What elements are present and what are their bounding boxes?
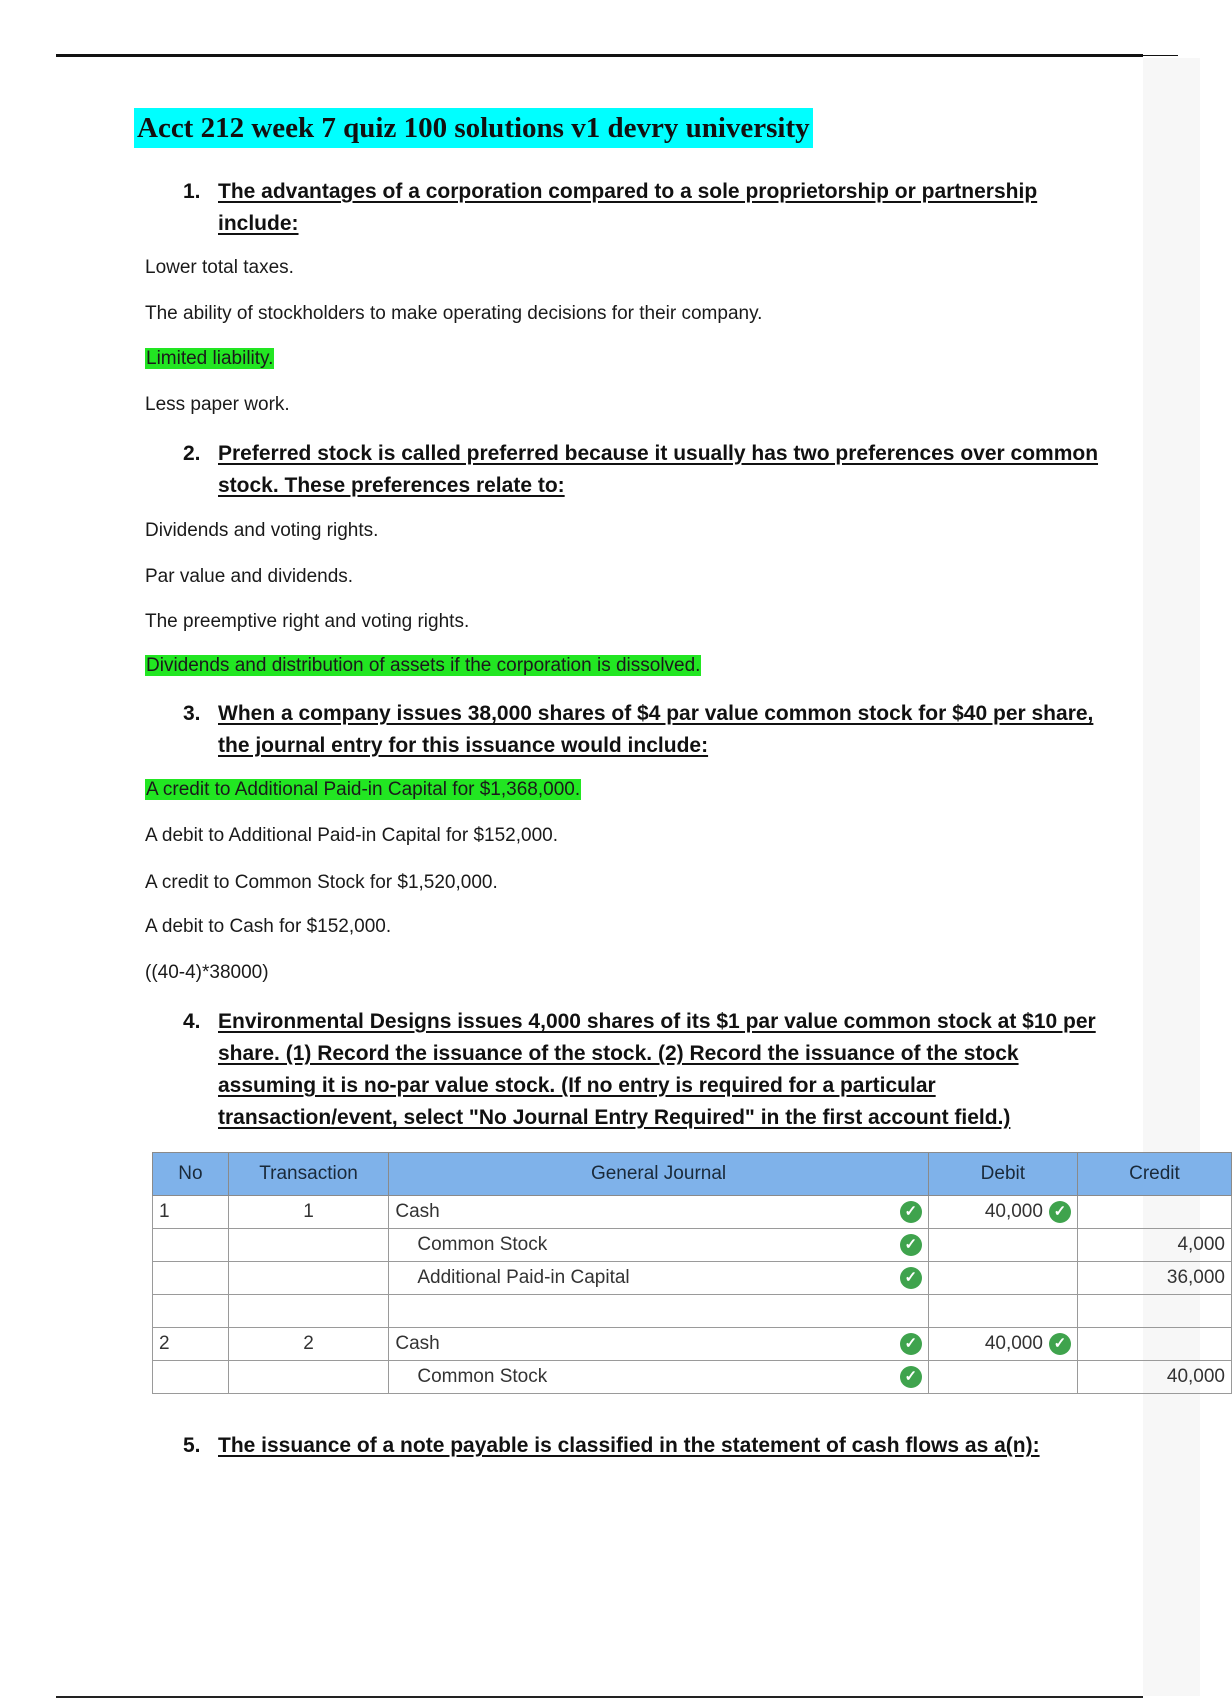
check-circle-icon: ✓ <box>1049 1333 1071 1355</box>
account-name: Cash <box>395 1333 440 1354</box>
debit-value: 40,000 <box>984 1333 1043 1354</box>
cell-account <box>389 1196 928 1229</box>
header-no: No <box>153 1153 229 1196</box>
check-circle-icon: ✓ <box>1049 1201 1071 1223</box>
table-row <box>153 1229 1232 1262</box>
question-number: 4. <box>183 1010 201 1033</box>
cell-transaction: 1 <box>228 1196 389 1229</box>
header-credit: Credit <box>1077 1153 1231 1196</box>
header-transaction: Transaction <box>228 1153 389 1196</box>
question-text: Environmental Designs issues 4,000 shares of its $1 par value common stock at $10 per share. (1) Record the issuance of the stock. (2) Record the issuance of the stock assuming it is no-par value stock. (If no entry is required for a particular transaction/event, select "No Journal Entry Required" in the first account field.) <box>218 1010 1096 1129</box>
check-circle-icon: ✓ <box>900 1201 922 1223</box>
journal-header-row <box>153 1153 1232 1196</box>
question-number: 1. <box>183 180 201 203</box>
cell-no <box>153 1361 229 1394</box>
answer-highlight: Limited liability. <box>146 348 274 369</box>
cell-no: 1 <box>153 1196 229 1229</box>
table-row <box>153 1196 1232 1229</box>
cell-credit: 40,000 <box>1077 1361 1231 1394</box>
question-text: Preferred stock is called preferred because it usually has two preferences over common stock. These preferences relate to: <box>218 442 1099 497</box>
cell-transaction <box>228 1229 389 1262</box>
question-number: 5. <box>183 1434 201 1457</box>
account-name: Common Stock <box>417 1234 548 1255</box>
cell-no: 2 <box>153 1328 229 1361</box>
check-circle-icon: ✓ <box>900 1366 922 1388</box>
check-circle-icon: ✓ <box>900 1333 922 1355</box>
cell-credit: 36,000 <box>1077 1262 1231 1295</box>
cell-account <box>389 1262 928 1295</box>
option: Par value and dividends. <box>145 566 354 587</box>
cell-transaction <box>228 1262 389 1295</box>
cell-account <box>389 1361 928 1394</box>
option: Lower total taxes. <box>145 257 294 278</box>
table-row <box>153 1328 1232 1361</box>
account-name: Additional Paid-in Capital <box>417 1267 630 1288</box>
table-row <box>153 1262 1232 1295</box>
question-number: 2. <box>183 442 201 465</box>
cell-transaction <box>228 1361 389 1394</box>
cell-debit <box>928 1229 1077 1262</box>
answer-highlight: Dividends and distribution of assets if the corporation is dissolved. <box>146 655 701 676</box>
option: Dividends and voting rights. <box>145 520 379 541</box>
check-circle-icon: ✓ <box>900 1267 922 1289</box>
option: A debit to Cash for $152,000. <box>145 916 392 937</box>
cell-debit <box>928 1196 1077 1229</box>
bottom-rule <box>56 1696 1143 1698</box>
option: The preemptive right and voting rights. <box>145 611 470 632</box>
option: A debit to Additional Paid-in Capital for $152,000. <box>145 825 559 846</box>
header-debit: Debit <box>928 1153 1077 1196</box>
question-5 <box>183 1430 1103 1462</box>
cell-credit: 4,000 <box>1077 1229 1231 1262</box>
table-row-empty <box>153 1295 1232 1328</box>
account-name: Common Stock <box>417 1366 548 1387</box>
cell-credit <box>1077 1196 1231 1229</box>
cell-debit <box>928 1361 1077 1394</box>
document-title: Acct 212 week 7 quiz 100 solutions v1 devry university <box>134 108 813 148</box>
question-text: The advantages of a corporation compared to a sole proprietorship or partnership include: <box>218 180 1038 235</box>
cell-account <box>389 1229 928 1262</box>
cell-debit <box>928 1262 1077 1295</box>
cell-no <box>153 1229 229 1262</box>
option: A credit to Common Stock for $1,520,000. <box>145 872 498 893</box>
journal-table <box>152 1152 1232 1394</box>
debit-value: 40,000 <box>984 1201 1043 1222</box>
option: Less paper work. <box>145 394 290 415</box>
account-name: Cash <box>395 1201 440 1222</box>
question-text: The issuance of a note payable is classified in the statement of cash flows as a(n): <box>218 1434 1040 1457</box>
cell-credit <box>1077 1328 1231 1361</box>
option: The ability of stockholders to make operating decisions for their company. <box>145 303 763 324</box>
answer-highlight: A credit to Additional Paid-in Capital for $1,368,000. <box>146 779 581 800</box>
cell-account <box>389 1328 928 1361</box>
check-circle-icon: ✓ <box>900 1234 922 1256</box>
header-general-journal: General Journal <box>389 1153 928 1196</box>
cell-no <box>153 1262 229 1295</box>
calculation-note: ((40-4)*38000) <box>145 962 269 983</box>
table-row <box>153 1361 1232 1394</box>
cell-debit <box>928 1328 1077 1361</box>
cell-transaction: 2 <box>228 1328 389 1361</box>
question-text: When a company issues 38,000 shares of $4 par value common stock for $40 per share, the journal entry for this issuance would include: <box>218 702 1094 757</box>
question-number: 3. <box>183 702 201 725</box>
